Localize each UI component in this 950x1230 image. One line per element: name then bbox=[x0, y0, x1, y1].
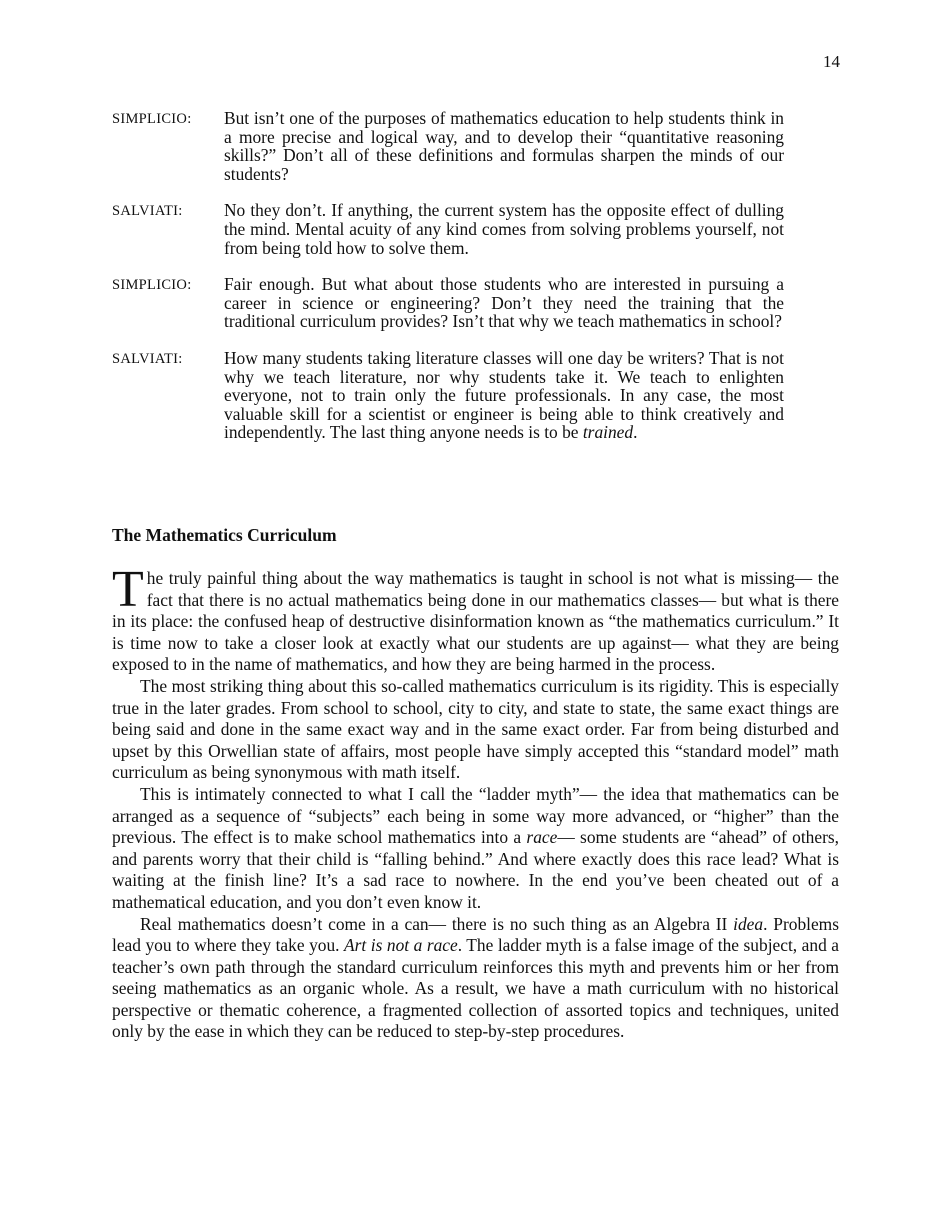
speech-emphasis: trained bbox=[582, 422, 634, 443]
paragraph-text: . Problems lead you to where they take you. bbox=[112, 913, 839, 956]
paragraph-1 bbox=[112, 561, 839, 676]
section-heading: The Mathematics Curriculum bbox=[112, 525, 337, 545]
speech-text: But isn’t one of the purposes of mathematics education to help students think in a more precise and logical way, and to develop their “quantitative reasoning skills?” Don’t all of these definitions and formulas sharpen the minds of our students? bbox=[224, 108, 784, 184]
paragraph-4 bbox=[112, 914, 839, 1044]
speech-text-part: . bbox=[633, 422, 638, 443]
paragraph-text: This is intimately connected to what I call the “ladder myth”— the idea that mathematics can be arranged as a sequence of “subjects” each being in some way more advanced, or “higher” than the previous. The effect is to make school mathematics into a bbox=[112, 783, 839, 848]
speaker-name: SIMPLICIO: bbox=[112, 277, 192, 294]
speech-text bbox=[224, 349, 784, 442]
paragraph-text: Real mathematics doesn’t come in a can— there is no such thing as an Algebra II bbox=[140, 913, 734, 934]
dialogue-entry bbox=[112, 109, 784, 183]
dialogue-entry bbox=[112, 275, 784, 331]
speech-text: No they don’t. If anything, the current system has the opposite effect of dulling the mind. Mental acuity of any kind comes from solving problems yourself, not from being told how to solve them. bbox=[224, 200, 784, 258]
paragraph-text: The most striking thing about this so-called mathematics curriculum is its rigidity. This is especially true in the later grades. From school to school, city to city, and state to state, the same exact things are being said and done in the same exact way and in the same exact order. Far from being disturbed and upset by this Orwellian state of affairs, most people have simply accepted this “standard model” math curriculum as being synonymous with math itself. bbox=[112, 675, 839, 783]
speaker-name: SALVIATI: bbox=[112, 203, 183, 220]
page-number: 14 bbox=[823, 52, 840, 71]
dialogue-entry bbox=[112, 201, 784, 257]
paragraph-emphasis: race bbox=[526, 827, 558, 848]
speech-text-part: How many students taking literature classes will one day be writers? That is not why we teach literature, nor why students take it. We teach to enlighten everyone, not to train only the future professionals. In any case, the most valuable skill for a scientist or engineer is being able to think creatively and independently. The last thing anyone needs is to be bbox=[224, 347, 784, 443]
dialogue-entry bbox=[112, 349, 784, 442]
section-body bbox=[112, 561, 840, 1043]
paragraph-text: — some students are “ahead” of others, and parents worry that their child is “falling behind.” And where exactly does this race lead? What is waiting at the finish line? It’s a sad race to nowhere. In the end you’ve been cheated out of a mathematical education, and you don’t even know it. bbox=[112, 827, 839, 912]
paragraph-text: he truly painful thing about the way mathematics is taught in school is not what is missing— the fact that there is no actual mathematics being done in our mathematics classes— but what is there in its place: the confused heap of destructive disinformation known as “the mathematics curriculum.” It is time now to take a closer look at exactly what our students are up against— what they are being exposed to in the name of mathematics, and how they are being harmed in the process. bbox=[112, 568, 839, 675]
paragraph-text: . The ladder myth is a false image of the subject, and a teacher’s own path through the standard curriculum reinforces this myth and prevents him or her from seeing mathematics as an organic whole. As a result, we have a math curriculum with no historical perspective or thematic coherence, a fragmented collection of assorted topics and techniques, united only by the ease in which they can be reduced to step-by-step procedures. bbox=[112, 935, 840, 1042]
paragraph-2 bbox=[112, 676, 839, 784]
paragraph-emphasis: idea bbox=[733, 913, 764, 934]
speaker-name: SIMPLICIO: bbox=[112, 111, 192, 127]
paragraph-emphasis: Art is not a race bbox=[344, 935, 458, 956]
speaker-name: SALVIATI: bbox=[112, 350, 183, 367]
paragraph-3 bbox=[112, 784, 839, 914]
dialogue bbox=[112, 109, 784, 460]
drop-cap: T bbox=[112, 561, 144, 618]
speech-text: Fair enough. But what about those students who are interested in pursuing a career in science or engineering? Don’t they need the training that the traditional curriculum provides? Isn’t that why we teach mathematics in school? bbox=[224, 274, 784, 332]
